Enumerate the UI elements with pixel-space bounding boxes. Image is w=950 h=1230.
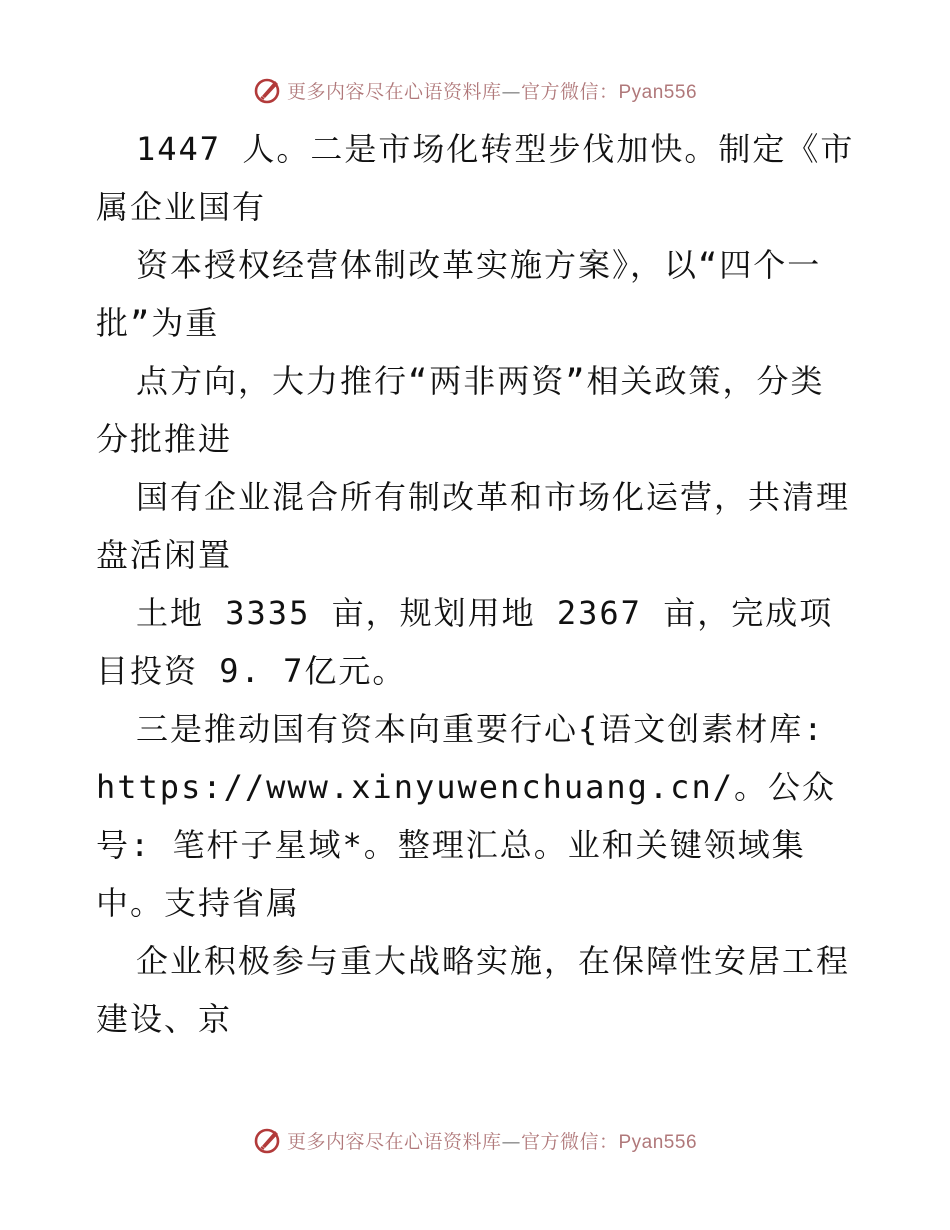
body-paragraph: 国有企业混合所有制改革和市场化运营，共清理盘活闲置 [96, 478, 851, 574]
footer-banner-dash: — [501, 1130, 521, 1153]
header-banner-slogan: 更多内容尽在心语资料库 [286, 80, 502, 103]
quill-logo-icon [253, 1125, 283, 1155]
header-banner-wechat-label: 官方微信： [520, 80, 619, 103]
footer-banner [0, 1120, 950, 1160]
body-paragraph: 1447 人。二是市场化转型步伐加快。制定《市属企业国有 [96, 130, 855, 226]
header-banner-wechat-id: Pyan556 [618, 81, 698, 103]
body-paragraph: 点方向，大力推行“两非两资”相关政策，分类分批推进 [96, 362, 825, 458]
body-paragraph: 企业积极参与重大战略实施，在保障性安居工程建设、京 [96, 942, 851, 1038]
footer-banner-wechat-label: 官方微信： [520, 1130, 619, 1153]
footer-banner-wechat-id: Pyan556 [618, 1131, 698, 1153]
body-paragraph: 土地 3335 亩，规划用地 2367 亩，完成项目投资 9. 7亿元。 [96, 594, 834, 690]
footer-banner-text [287, 1127, 697, 1154]
footer-banner-slogan: 更多内容尽在心语资料库 [286, 1130, 502, 1153]
document-body [96, 120, 856, 1048]
header-banner [0, 70, 950, 110]
header-banner-text [287, 77, 697, 104]
header-banner-dash: — [501, 80, 521, 103]
quill-logo-icon [253, 75, 283, 105]
body-paragraph: 三是推动国有资本向重要行心{语文创素材库: https://www.xinyuwenchuang.cn/。公众号: 笔杆子星域*。整理汇总。业和关键领域集中。支持省属 [96, 710, 836, 922]
body-paragraph: 资本授权经营体制改革实施方案》，以“四个一批”为重 [96, 246, 822, 342]
